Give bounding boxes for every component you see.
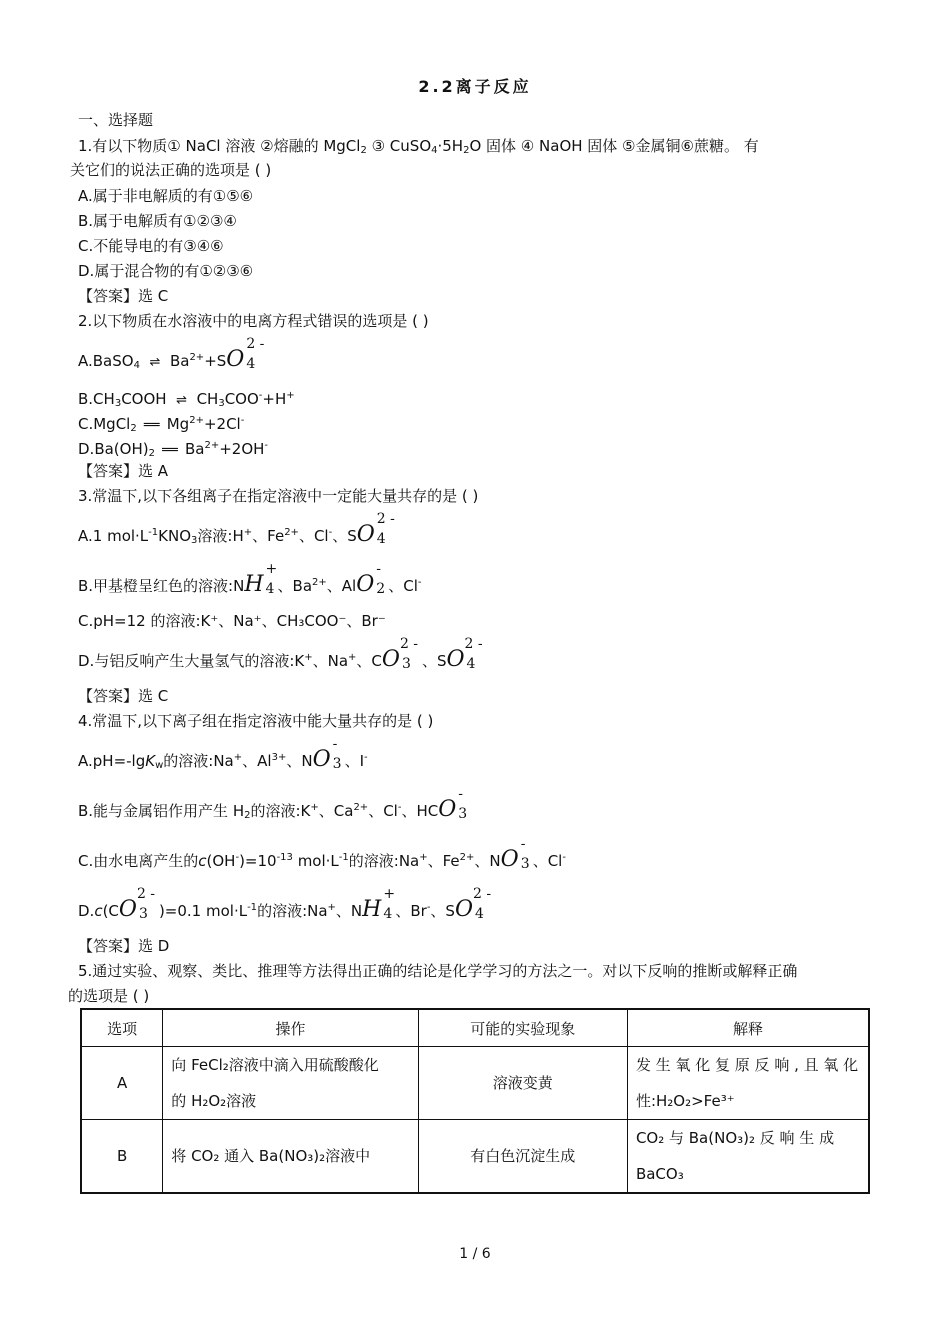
q1-option-c: C.不能导电的有③④⑥	[78, 237, 224, 255]
q3-answer: 【答案】选 C	[78, 687, 169, 705]
table-cell-operation: 将 CO₂ 通入 Ba(NO₃)₂溶液中	[163, 1120, 418, 1194]
q3-option-b: B.甲基橙呈红色的溶液:NH + 4 、$Ba^{2+}$、AlO - 2 、Cl-	[78, 561, 422, 597]
q5-table	[80, 1008, 870, 1194]
table-cell-operation: 向 FeCl₂溶液中滴入用硫酸酸化 的 H₂O₂溶液	[163, 1047, 418, 1120]
q1-stem-2: 关它们的说法正确的选项是 ( )	[70, 161, 272, 179]
table-cell-phenomenon: 溶液变黄	[418, 1047, 627, 1120]
table-header-cell: 操作	[163, 1009, 418, 1047]
q2-answer: 【答案】选 A	[78, 462, 169, 480]
q1-option-a: A.属于非电解质的有①⑤⑥	[78, 187, 254, 205]
table-header-cell: 解释	[627, 1009, 869, 1047]
table-row	[81, 1047, 869, 1120]
q4-option-d: D.c(CO 2 - 3 )=0.1 $mol\cdot L^{-1}$的溶液:Na+、NH + 4 、Br-、SO 2 - 4	[78, 886, 492, 922]
table-header-cell: 选项	[81, 1009, 163, 1047]
table-header-row	[81, 1009, 869, 1047]
q2-stem: 2.以下物质在水溶液中的电离方程式错误的选项是 ( )	[78, 312, 429, 330]
table-header-cell: 可能的实验现象	[418, 1009, 627, 1047]
table-cell-option: B	[81, 1120, 163, 1194]
table-cell-explanation: 发 生 氧 化 复 原 反 响 , 且 氧 化 性:H₂O₂>Fe³⁺	[627, 1047, 869, 1120]
q4-stem: 4.常温下,以下离子组在指定溶液中能大量共存的是 ( )	[78, 712, 434, 730]
q5-stem: 5.通过实验、观察、类比、推理等方法得出正确的结论是化学学习的方法之一。对以下反响的推断或解释正确	[78, 962, 798, 980]
q4-option-c: C.由水电离产生的$c(OH^-)=10^{-13}$ $mol\cdot L^{-1}$的溶液:Na+、$Fe^{2+}$、NO - 3 、Cl-	[78, 836, 566, 872]
q4-option-a: A.pH=-lgK$_w$的溶液:Na+、$Al^{3+}$、NO - 3 、I-	[78, 736, 368, 772]
q3-option-a: A.1 $mol\cdot L^{-1}KNO_3$溶液:H+、$Fe^{2+}$、Cl-、SO 2 - 4	[78, 511, 395, 547]
page-number: 1 / 6	[459, 1246, 491, 1262]
q1-stem: 1.有以下物质① NaCl 溶液 ②熔融的 MgCl$_2$ ③ $CuSO_4\cdot 5H_2O$ 固体 ④ NaOH 固体 ⑤金属铜⑥蔗糖。 有	[78, 137, 759, 156]
section-heading: 一、选择题	[78, 111, 154, 129]
q4-answer: 【答案】选 D	[78, 937, 170, 955]
q5-stem-2: 的选项是 ( )	[68, 987, 150, 1005]
q2-option-a: A.BaSO$_4$ ⇌ $Ba^{2+}+SO$ 2 - 4	[78, 336, 265, 372]
table-cell-explanation: CO₂ 与 Ba(NO₃)₂ 反 响 生 成 BaCO₃	[627, 1120, 869, 1194]
q2-option-d: $D.Ba(OH)_2$ ══ $Ba^{2+}+2OH^-$	[78, 440, 269, 459]
table-cell-option: A	[81, 1047, 163, 1120]
q1-option-b: B.属于电解质有①②③④	[78, 212, 237, 230]
q1-answer: 【答案】选 C	[78, 287, 169, 305]
q3-option-c: C.pH=12 的溶液:K⁺、Na⁺、CH₃COO⁻、Br⁻	[78, 612, 386, 630]
q1-option-d: D.属于混合物的有①②③⑥	[78, 262, 254, 280]
q2-option-c: C.MgCl$_2$ ══ $Mg^{2+}+2Cl^-$	[78, 415, 245, 434]
table-cell-phenomenon: 有白色沉淀生成	[418, 1120, 627, 1194]
table-row	[81, 1120, 869, 1194]
q3-option-d: D.与铝反响产生大量氢气的溶液:K+、Na+、CO 2 - 3 、SO 2 - 4	[78, 636, 483, 672]
q4-option-b: B.能与金属铝作用产生 $H_2$的溶液:K+、$Ca^{2+}$、Cl-、HCO - 3	[78, 786, 468, 822]
q3-stem: 3.常温下,以下各组离子在指定溶液中一定能大量共存的是 ( )	[78, 487, 479, 505]
q2-option-b: $B.CH_3COOH$ ⇌ $CH_3COO^-+H^+$	[78, 390, 295, 409]
page-title: 2.2离子反应	[418, 77, 532, 96]
